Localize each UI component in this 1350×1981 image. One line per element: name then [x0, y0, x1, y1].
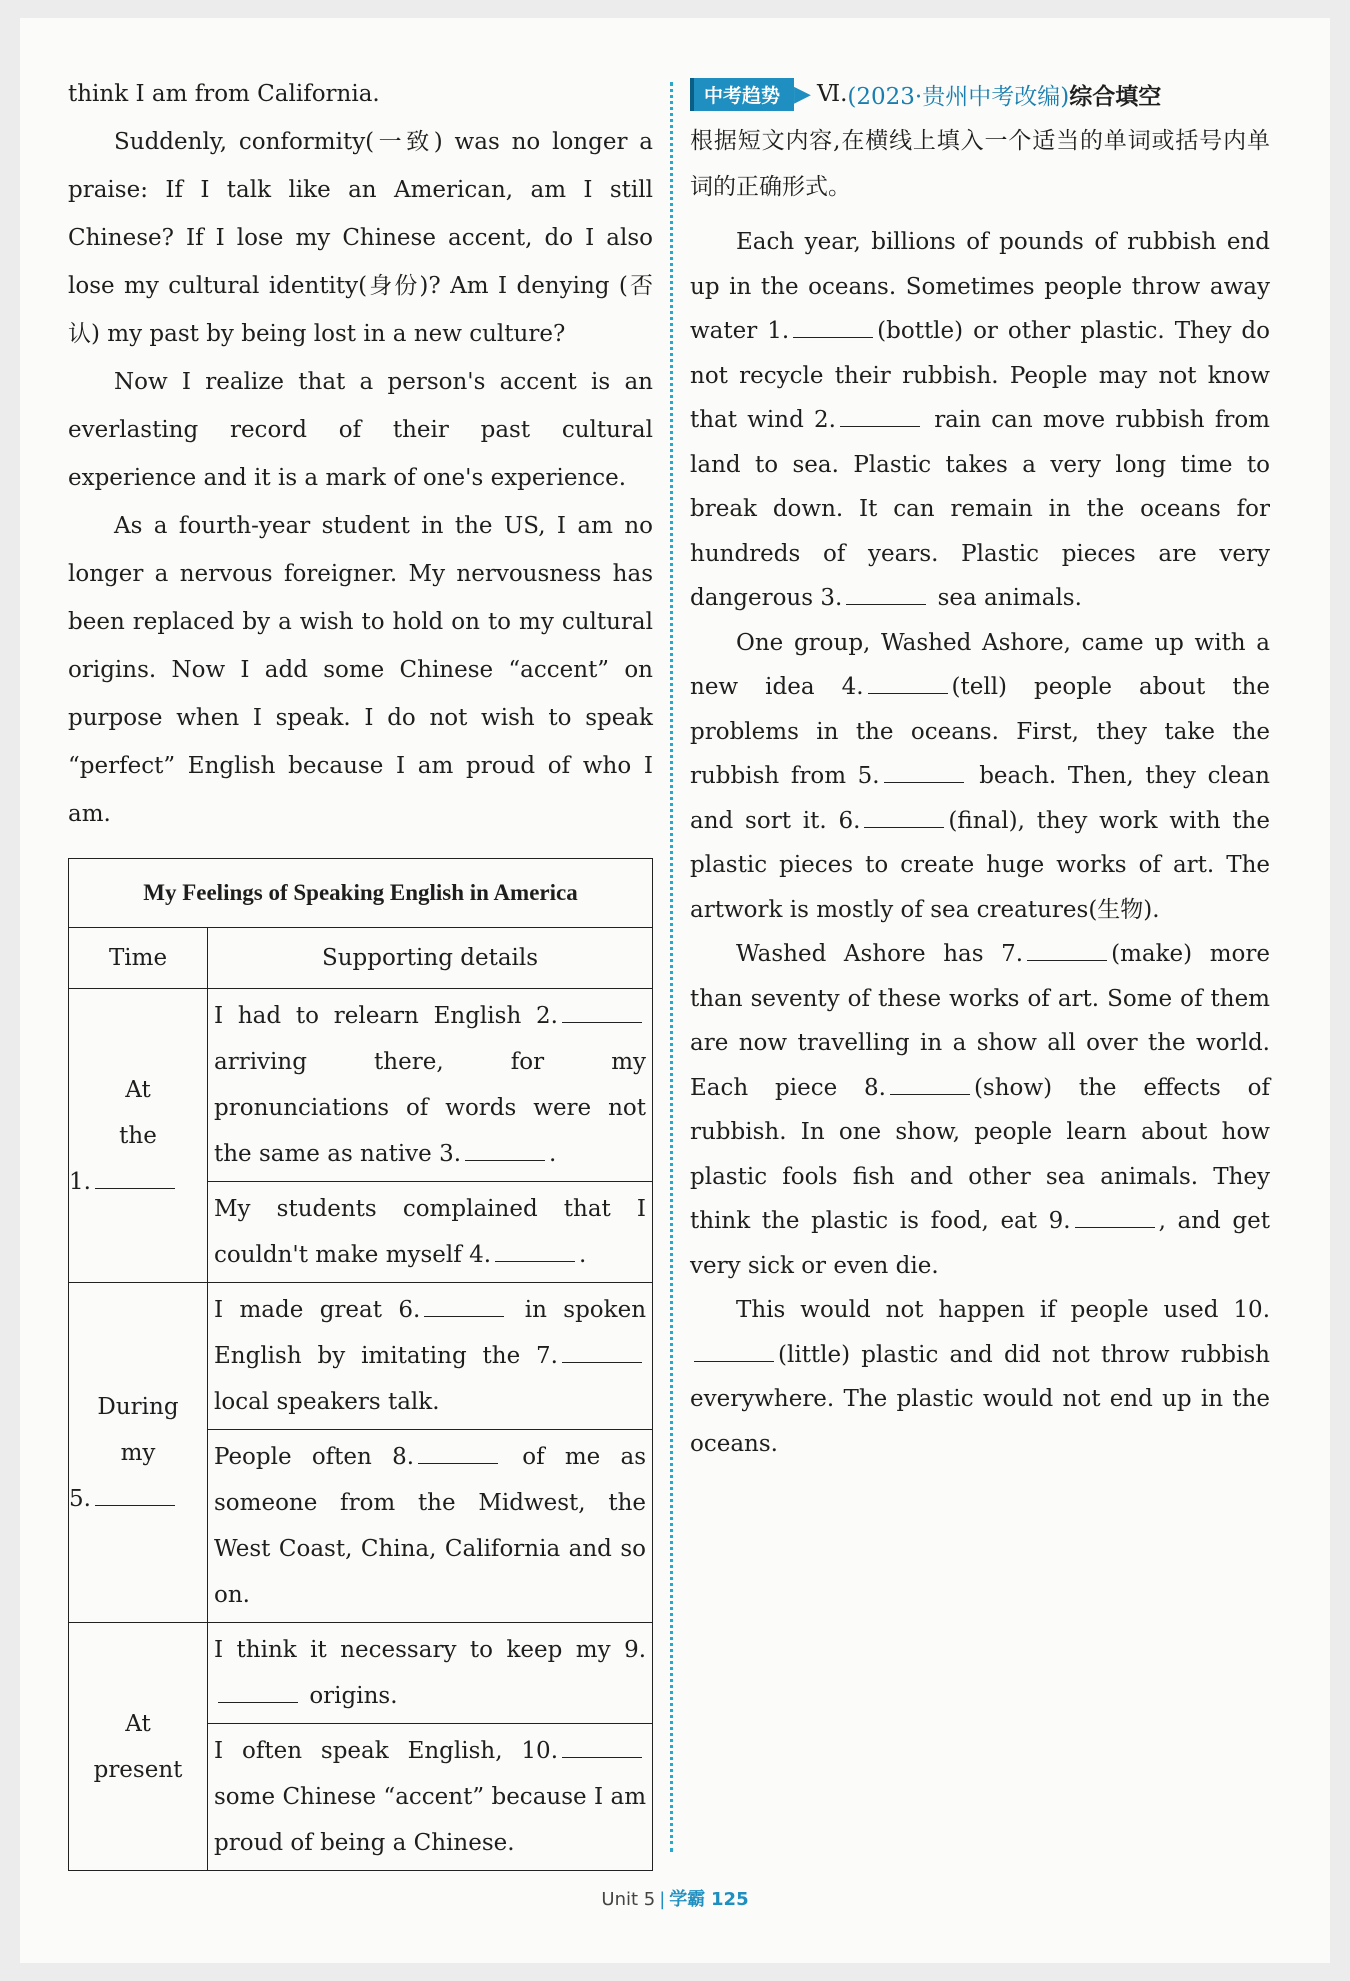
- footer-separator: |: [659, 1889, 666, 1910]
- detail-text: of me as someone from the Midwest, the West Coast, China, California and so on.: [214, 1444, 647, 1608]
- answer-blank[interactable]: [218, 1684, 298, 1703]
- unit-label: Unit 5: [601, 1889, 656, 1910]
- detail-cell: [208, 1182, 653, 1283]
- answer-blank[interactable]: [1075, 1209, 1155, 1228]
- answer-blank[interactable]: [1027, 942, 1107, 961]
- column-divider: [670, 82, 673, 1852]
- passage-text: This would not happen if people used 10.: [736, 1297, 1270, 1323]
- detail-text: in spoken English by imitating the: [214, 1297, 647, 1369]
- punctuation: .: [549, 1141, 557, 1167]
- time-cell: [69, 1283, 208, 1623]
- detail-text: I had to relearn English: [214, 1003, 522, 1029]
- answer-blank[interactable]: [562, 1004, 642, 1023]
- passage-text: One group, Washed Ashore, came up with a new idea 4.: [690, 629, 1270, 700]
- section-header: [690, 70, 1270, 118]
- detail-text: origins.: [309, 1683, 398, 1709]
- right-column: [690, 70, 1270, 1466]
- table-title: My Feelings of Speaking English in America: [69, 859, 653, 928]
- answer-blank[interactable]: [864, 809, 944, 828]
- time-cell: [69, 1623, 208, 1871]
- answer-blank[interactable]: [424, 1298, 504, 1317]
- detail-text: People often 8.: [214, 1444, 415, 1470]
- answer-blank[interactable]: [95, 1487, 175, 1506]
- passage-text: rain can move rubbish from land to sea. Plastic takes a very long time to break down. It can remain in the oceans for hundreds of years. Plastic pieces are very dangerous 3.: [690, 407, 1270, 611]
- passage-text: (show) the effects of rubbish. In one show, people learn about how plastic fools fish and other sea animals. They think the plastic is food, eat 9.: [690, 1074, 1270, 1234]
- blank-number: 7.: [536, 1343, 558, 1369]
- paragraph: [690, 1288, 1270, 1466]
- detail-cell: [208, 989, 653, 1182]
- punctuation: .: [579, 1242, 587, 1268]
- time-blank-row: [69, 1476, 207, 1522]
- passage-text: sea animals.: [937, 585, 1082, 611]
- paragraph: Now I realize that a person's accent is an everlasting record of their past cultural experience and it is a mark of one's experience.: [68, 369, 653, 491]
- time-label: During: [97, 1393, 179, 1420]
- paragraph: [690, 621, 1270, 933]
- brand-label: 学霸: [669, 1889, 706, 1910]
- blank-number: 9.: [624, 1637, 647, 1663]
- answer-blank[interactable]: [793, 319, 873, 338]
- passage-text: (make) more than seventy of these works of art. Some of them are now travelling in a show all over the world. Each piece 8.: [690, 941, 1270, 1101]
- detail-cell: [208, 1724, 653, 1871]
- time-label: At: [125, 1710, 151, 1737]
- answer-blank[interactable]: [562, 1344, 642, 1363]
- answer-blank[interactable]: [884, 764, 964, 783]
- blank-number: 2.: [536, 1003, 558, 1029]
- detail-text: I often speak English, 10.: [214, 1738, 558, 1764]
- passage-text: , and get very sick or even die.: [690, 1208, 1270, 1279]
- section-source: (2023·贵州中考改编): [847, 83, 1070, 110]
- arrow-icon: ▶: [794, 81, 811, 107]
- instruction: 根据短文内容,在横线上填入一个适当的单词或括号内单词的正确形式。: [690, 128, 1270, 200]
- detail-text: local speakers talk.: [214, 1389, 440, 1415]
- section-title: 综合填空: [1069, 82, 1162, 110]
- answer-blank[interactable]: [840, 408, 920, 427]
- detail-cell: [208, 1623, 653, 1724]
- paragraph: Suddenly, conformity(一致) was no longer a praise: If I talk like an American, am I still Chinese? If I lose my Chinese accent, do I also lose my cultural identity(身份)? Am I denying (否认) my past by being lost in a new culture?: [68, 129, 653, 347]
- passage-text: Each year, billions of pounds of rubbish end up in the oceans. Sometimes people throw away water 1.: [690, 229, 1270, 344]
- passage-text: (tell) people about the problems in the oceans. First, they take the rubbish from 5.: [690, 674, 1270, 789]
- time-label: my: [120, 1439, 156, 1466]
- time-label: At: [125, 1076, 151, 1103]
- passage-text: beach. Then, they clean and sort it. 6.: [690, 763, 1270, 834]
- passage-text: (final), they work with the plastic pieces to create huge works of art. The artwork is mostly of sea creatures(生物).: [690, 807, 1270, 923]
- section-number: Ⅵ.: [816, 81, 848, 107]
- answer-blank[interactable]: [868, 675, 948, 694]
- time-blank-row: [69, 1159, 207, 1205]
- page-number: 125: [711, 1889, 749, 1910]
- feelings-table: [68, 858, 653, 1871]
- paragraph: [690, 220, 1270, 621]
- passage-text: (little) plastic and did not throw rubbish everywhere. The plastic would not end up in the oceans.: [690, 1341, 1270, 1457]
- detail-cell: [208, 1430, 653, 1623]
- answer-blank[interactable]: [418, 1445, 498, 1464]
- column-header-details: Supporting details: [208, 928, 653, 989]
- paragraph: As a fourth-year student in the US, I am no longer a nervous foreigner. My nervousness has been replaced by a wish to hold on to my cultural origins. Now I add some Chinese “accent” on purpose when I speak. I do not wish to speak “perfect” English because I am proud of who I am.: [68, 513, 653, 827]
- blank-number: 5.: [69, 1485, 91, 1512]
- answer-blank[interactable]: [465, 1142, 545, 1161]
- answer-blank[interactable]: [495, 1243, 575, 1262]
- detail-cell: [208, 1283, 653, 1430]
- answer-blank[interactable]: [562, 1739, 642, 1758]
- column-header-time: Time: [69, 928, 208, 989]
- detail-text: some Chinese “accent” because I am proud of being a Chinese.: [214, 1784, 646, 1856]
- detail-text: My students complained that I couldn't make myself 4.: [214, 1196, 646, 1268]
- time-label: the: [119, 1122, 157, 1149]
- answer-blank[interactable]: [95, 1170, 175, 1189]
- passage-text: (bottle) or other plastic. They do not recycle their rubbish. People may not know that wind 2.: [690, 318, 1270, 433]
- trend-badge: 中考趋势: [690, 78, 794, 111]
- answer-blank[interactable]: [890, 1076, 970, 1095]
- passage-text: Washed Ashore has 7.: [736, 941, 1024, 967]
- answer-blank[interactable]: [694, 1343, 774, 1362]
- detail-text: I made great 6.: [214, 1297, 421, 1323]
- page-footer: [0, 1885, 1350, 1911]
- paragraph: think I am from California.: [68, 81, 380, 107]
- paragraph: [690, 932, 1270, 1288]
- blank-number: 1.: [69, 1168, 91, 1195]
- time-label: present: [93, 1756, 183, 1783]
- detail-text: I think it necessary to keep my: [214, 1637, 611, 1663]
- time-cell: [69, 989, 208, 1283]
- detail-text: arriving there, for my pronunciations of words were not the same as native 3.: [214, 1049, 646, 1167]
- left-column: [68, 70, 653, 1871]
- answer-blank[interactable]: [846, 586, 926, 605]
